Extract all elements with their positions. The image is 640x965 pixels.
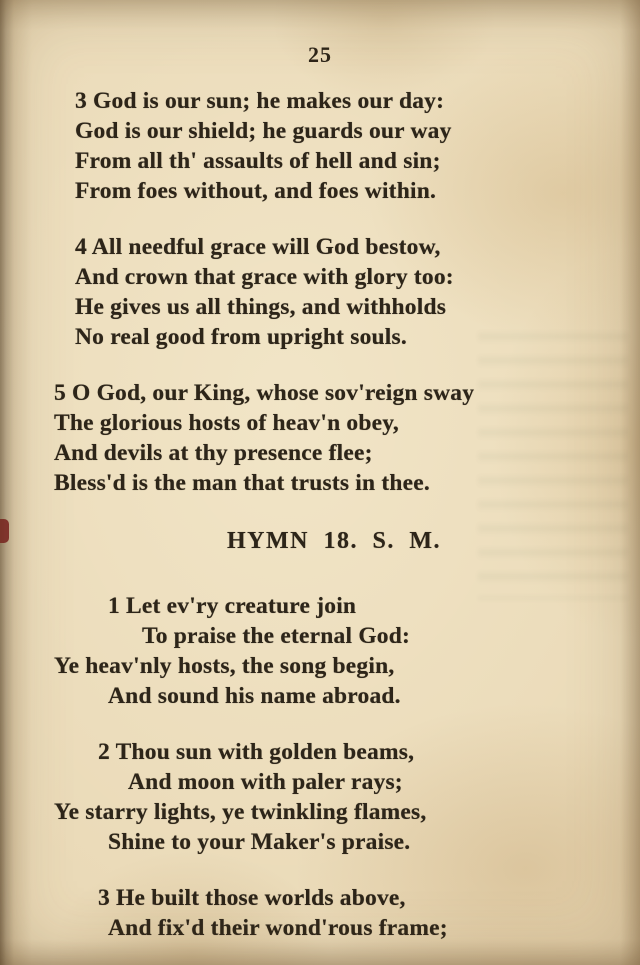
page-number: 25 [308, 42, 332, 67]
verse-line: He gives us all things, and withholds [75, 294, 447, 320]
verse-line: And crown that grace with glory too: [75, 264, 454, 290]
verse-line: Ye starry lights, ye twinkling flames, [54, 799, 427, 825]
verse-4-prev-hymn [75, 232, 614, 352]
verse-line: God is our shield; he guards our way [75, 118, 452, 144]
verse-line: The glorious hosts of heav'n obey, [54, 410, 399, 436]
edge-ink-mark [0, 519, 9, 543]
hymn-text-block [54, 86, 614, 943]
verse-line: 4 All needful grace will God bestow, [75, 234, 441, 260]
verse-3-hymn-18 [54, 883, 614, 943]
verse-line: And moon with paler rays; [128, 769, 403, 795]
verse-line: Ye heav'nly hosts, the song begin, [54, 653, 395, 679]
verse-line: To praise the eternal God: [142, 623, 411, 649]
verse-line: From foes without, and foes within. [75, 178, 437, 204]
verse-line: Bless'd is the man that trusts in thee. [54, 470, 430, 496]
verse-line: 2 Thou sun with golden beams, [98, 739, 415, 765]
verse-line: From all th' assaults of hell and sin; [75, 148, 441, 174]
verse-line: 1 Let ev'ry creature join [108, 593, 357, 619]
verse-line: And fix'd their wond'rous frame; [108, 915, 448, 941]
verse-line: And devils at thy presence flee; [54, 440, 373, 466]
verse-5-prev-hymn [54, 378, 614, 498]
verse-2-hymn-18 [54, 737, 614, 857]
verse-line: 5 O God, our King, whose sov'reign sway [54, 380, 475, 406]
verse-1-hymn-18 [54, 591, 614, 711]
hymn-heading: HYMN 18. S. M. [227, 528, 441, 554]
verse-line: 3 He built those worlds above, [98, 885, 406, 911]
verse-line: Shine to your Maker's praise. [108, 829, 411, 855]
verse-line: And sound his name abroad. [108, 683, 401, 709]
verse-line: 3 God is our sun; he makes our day: [75, 88, 445, 114]
verse-line: No real good from upright souls. [75, 324, 407, 350]
verse-3-prev-hymn [75, 86, 614, 206]
